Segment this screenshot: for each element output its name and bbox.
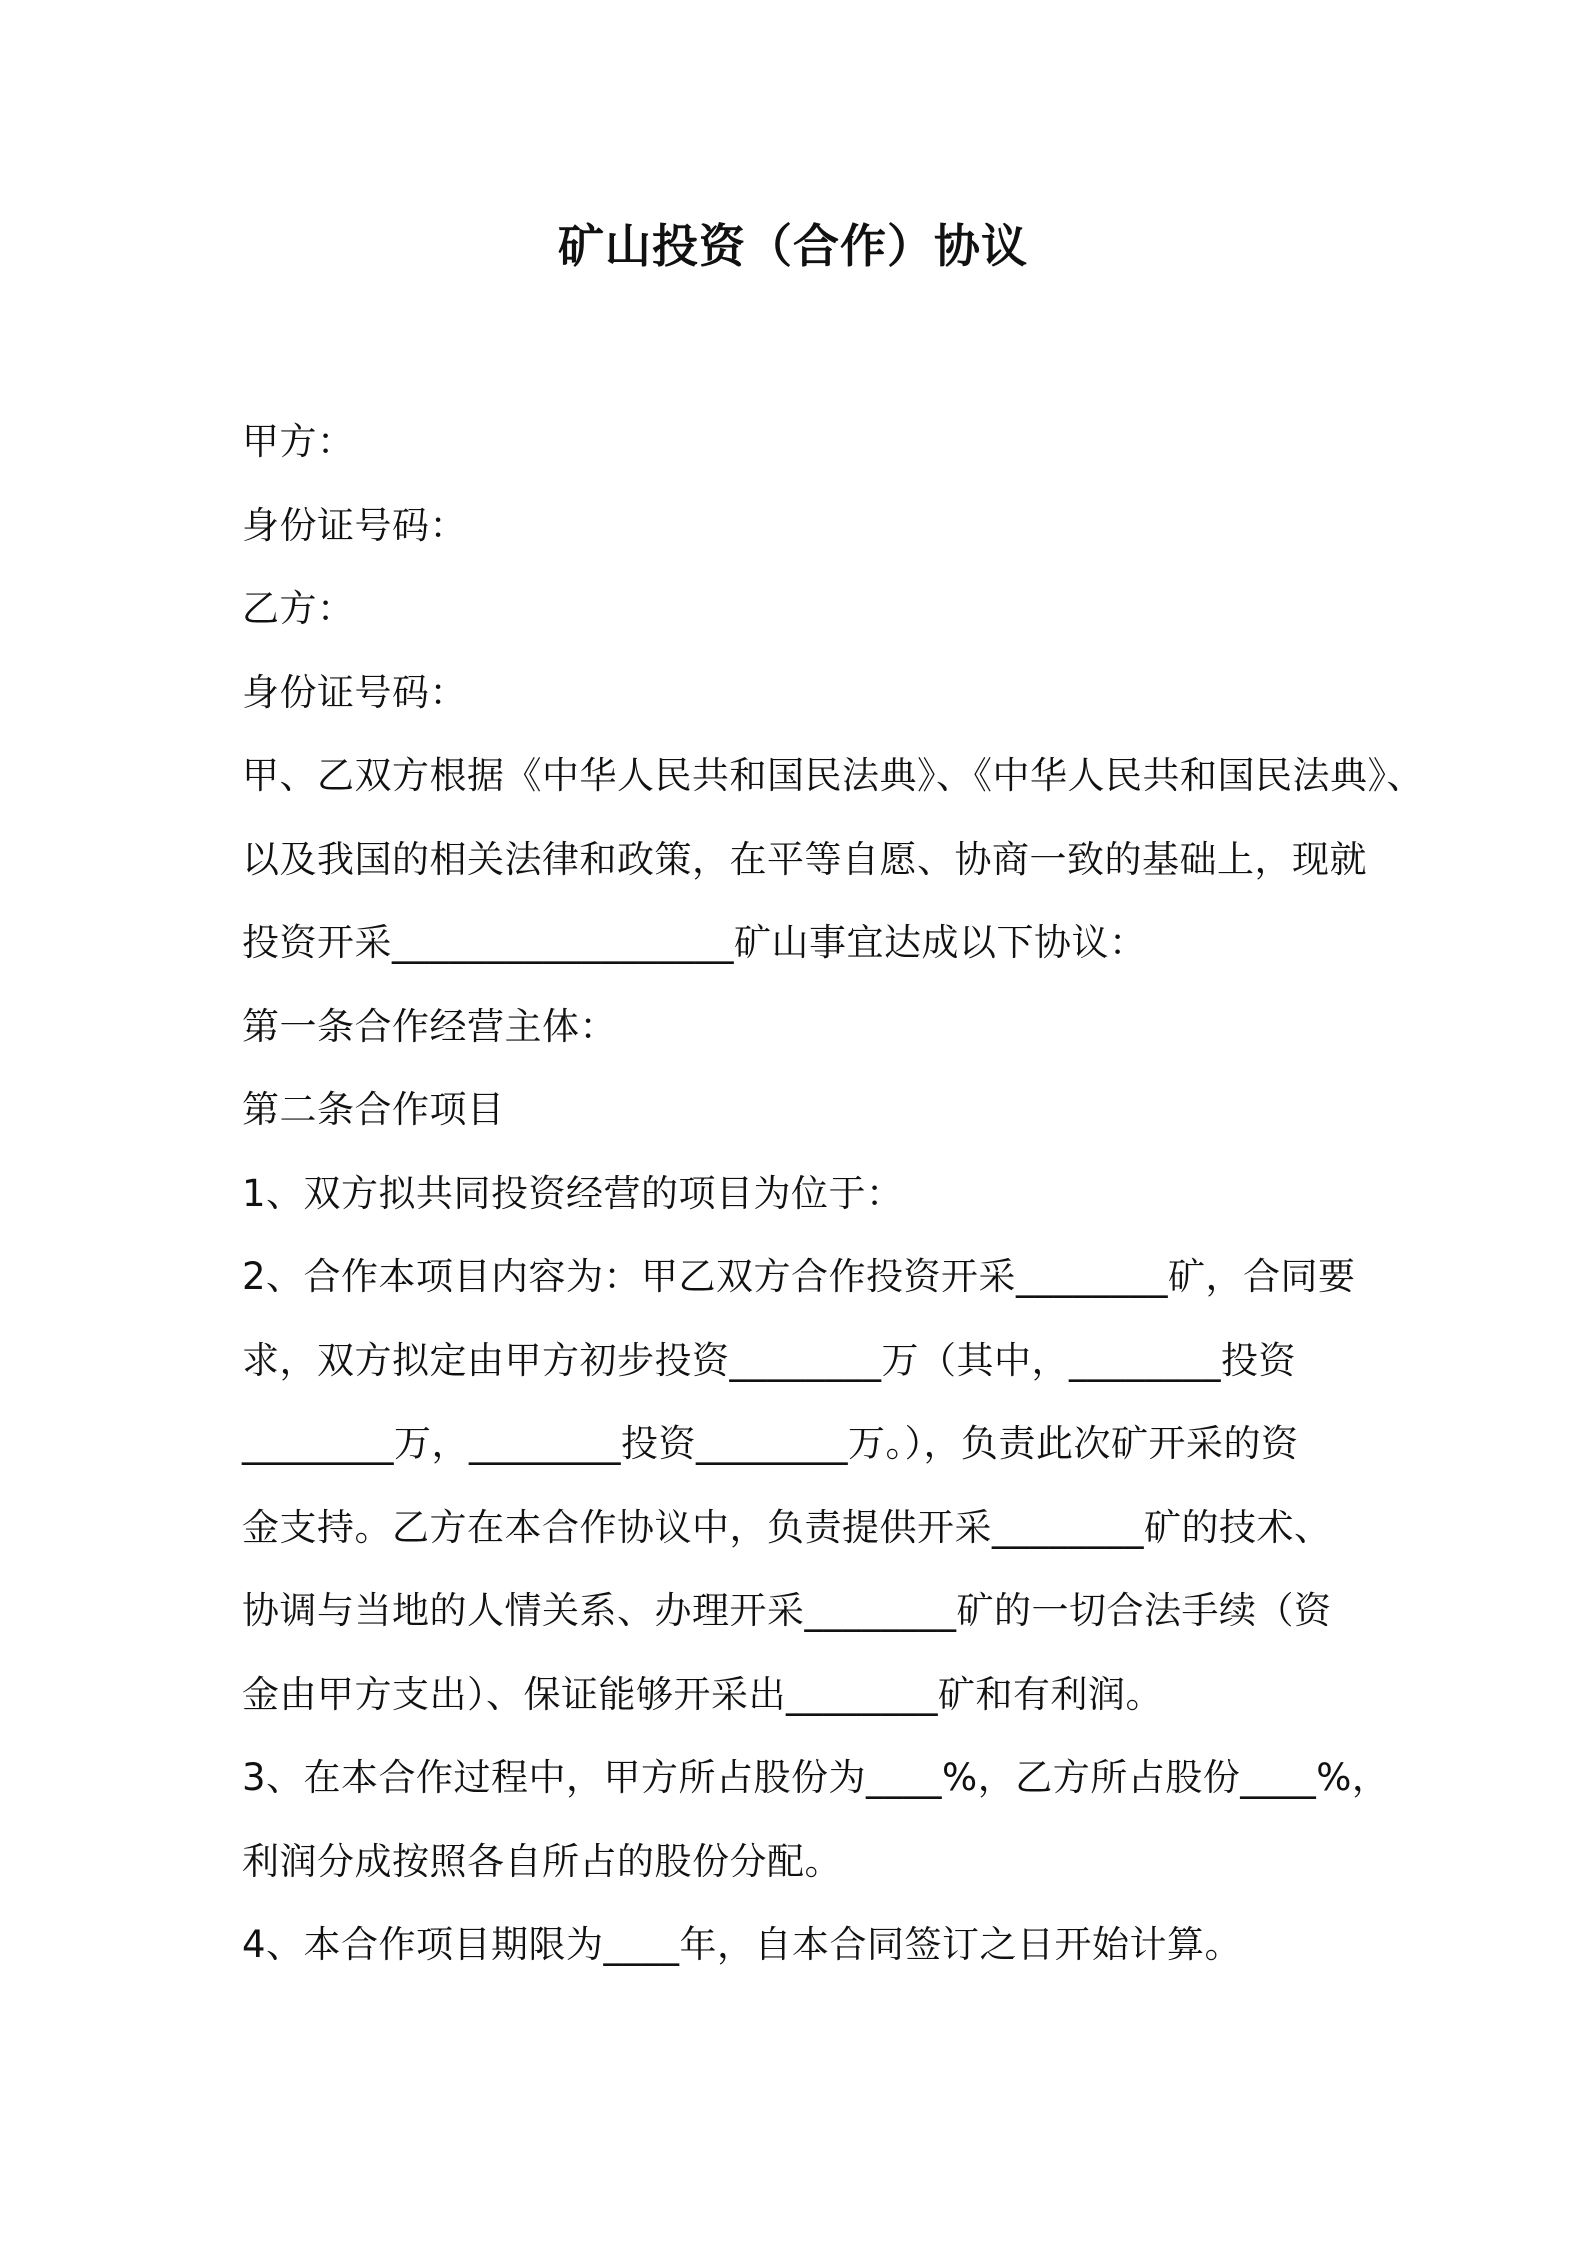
party-a-label: 甲方：	[242, 420, 355, 463]
clause-3-line-2: 利润分成按照各自所占的股份分配。	[242, 1840, 842, 1883]
clause-2-line-5: 协调与当地的人情关系、办理开采________矿的一切合法手续（资	[242, 1589, 1332, 1632]
clause-1: 1、双方拟共同投资经营的项目为位于：	[242, 1172, 904, 1215]
clause-4: 4、本合作项目期限为____年，自本合同签订之日开始计算。	[242, 1923, 1243, 1966]
clause-2-line-3: ________万，________投资________万。），负责此次矿开采的资	[242, 1422, 1299, 1465]
party-b-id-label: 身份证号码：	[242, 671, 467, 714]
preamble-line-3: 投资开采__________________矿山事宜达成以下协议：	[242, 921, 1147, 964]
clause-2-line-4: 金支持。乙方在本合作协议中，负责提供开采________矿的技术、	[242, 1506, 1332, 1549]
clause-3-line-1: 3、在本合作过程中，甲方所占股份为____%，乙方所占股份____%，	[242, 1756, 1390, 1799]
preamble-line-2: 以及我国的相关法律和政策，在平等自愿、协商一致的基础上，现就	[242, 838, 1367, 881]
clause-2-line-6: 金由甲方支出）、保证能够开采出________矿和有利润。	[242, 1673, 1163, 1716]
article-1-heading: 第一条合作经营主体：	[242, 1005, 617, 1048]
party-b-label: 乙方：	[242, 587, 355, 630]
party-a-id-label: 身份证号码：	[242, 504, 467, 547]
document-title: 矿山投资（合作）协议	[558, 219, 1028, 273]
clause-2-line-1: 2、合作本项目内容为：甲乙双方合作投资开采________矿，合同要	[242, 1255, 1356, 1298]
article-2-heading: 第二条合作项目	[242, 1088, 505, 1131]
preamble-line-1: 甲、乙双方根据《中华人民共和国民法典》、《中华人民共和国民法典》、	[242, 754, 1424, 797]
clause-2-line-2: 求，双方拟定由甲方初步投资________万（其中，________投资	[242, 1339, 1296, 1382]
